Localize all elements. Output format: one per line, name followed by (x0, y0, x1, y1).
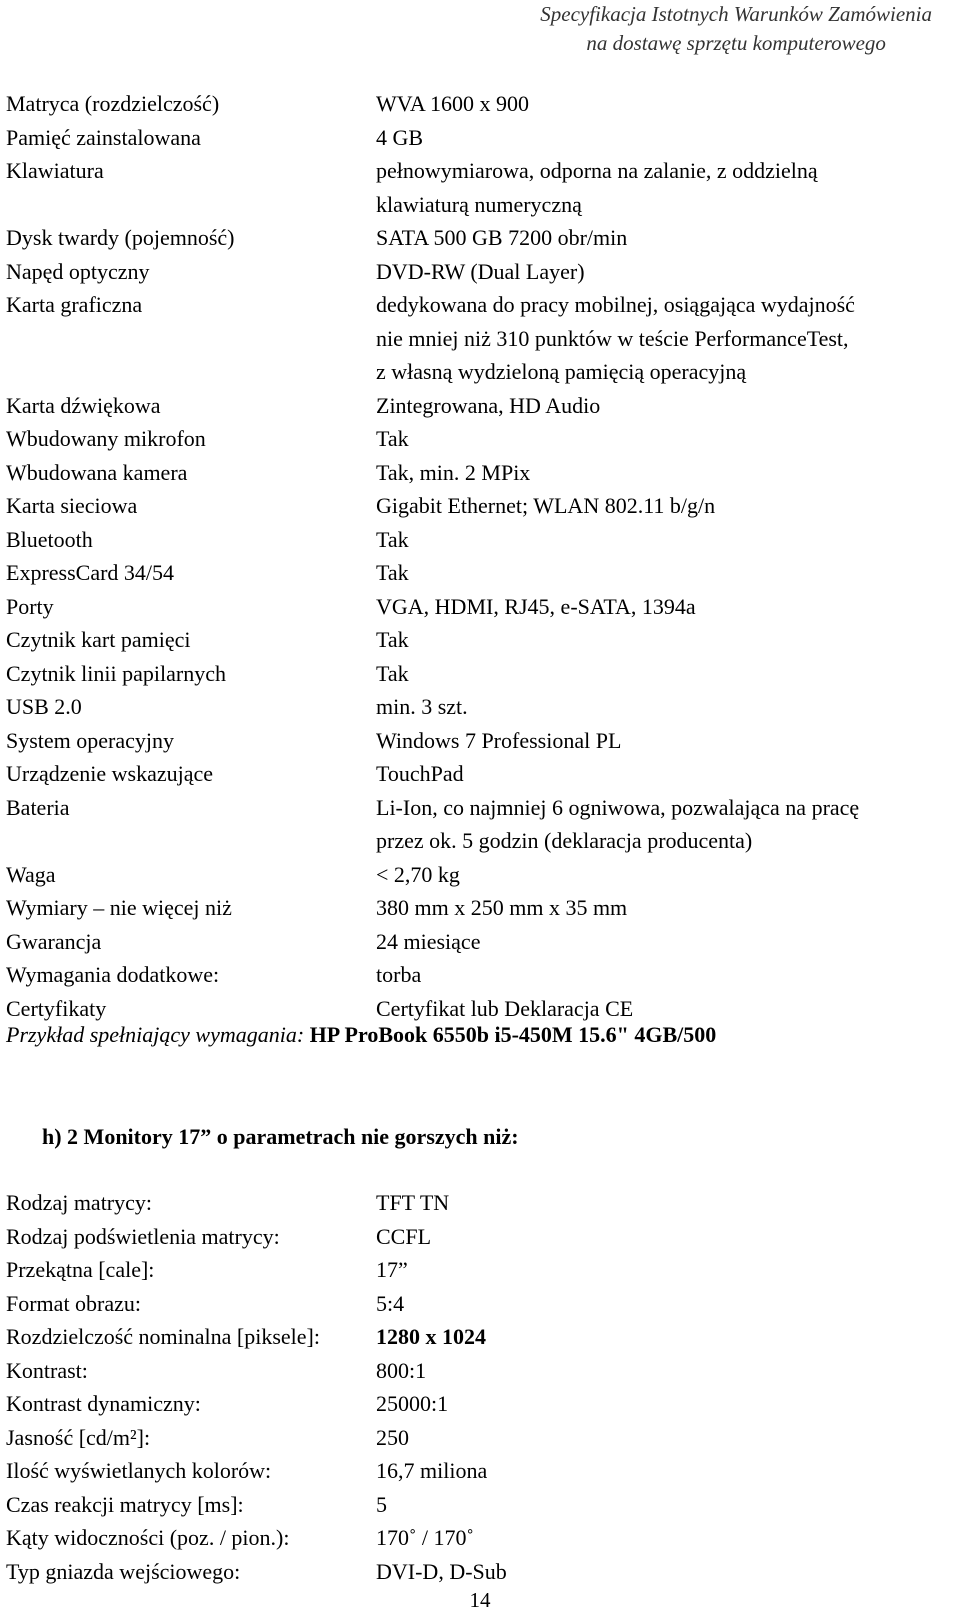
spec-row (6, 489, 946, 523)
spec-label: Kąty widoczności (poz. / pion.): (6, 1525, 290, 1550)
spec-value: SATA 500 GB 7200 obr/min (376, 225, 628, 250)
spec-row (6, 255, 946, 289)
spec-value: 170˚ / 170˚ (376, 1525, 474, 1550)
spec-value: 25000:1 (376, 1391, 449, 1416)
spec-value: przez ok. 5 godzin (deklaracja producenta) (376, 828, 753, 853)
spec-label: Karta dźwiękowa (6, 392, 161, 418)
spec-value: min. 3 szt. (376, 694, 468, 719)
spec-label: Certyfikaty (6, 995, 107, 1021)
spec-row (6, 556, 946, 590)
spec-value: 4 GB (376, 124, 424, 150)
monitor-section-heading: h) 2 Monitory 17” o parametrach nie gorszych niż: (42, 1124, 519, 1149)
spec-label: Ilość wyświetlanych kolorów: (6, 1458, 272, 1483)
example-model (6, 1018, 716, 1051)
spec-value: Tak, min. 2 MPix (376, 459, 531, 485)
spec-row (6, 891, 946, 925)
spec-label: Jasność [cd/m²]: (6, 1424, 151, 1450)
spec-label: Porty (6, 593, 54, 619)
example-model-name: HP ProBook 6550b i5-450M 15.6" 4GB/500 (309, 1022, 717, 1047)
spec-row (6, 1186, 946, 1220)
spec-row (6, 791, 946, 825)
spec-row (6, 389, 946, 423)
spec-label (6, 824, 376, 858)
spec-value: Windows 7 Professional PL (376, 727, 622, 753)
spec-row (6, 221, 946, 255)
spec-label: Wymiary – nie więcej niż (6, 895, 232, 920)
spec-value: < 2,70 kg (376, 861, 460, 887)
spec-value: torba (376, 962, 422, 987)
spec-row (6, 355, 946, 389)
header-title: Specyfikacja Istotnych Warunków Zamówienia (540, 2, 932, 26)
spec-row (6, 690, 946, 724)
spec-label: Format obrazu: (6, 1290, 142, 1316)
spec-value: 5:4 (376, 1290, 405, 1316)
spec-row (6, 1287, 946, 1321)
spec-label: Wbudowany mikrofon (6, 426, 206, 451)
spec-value: Zintegrowana, HD Audio (376, 392, 601, 418)
spec-row (6, 958, 946, 992)
spec-value: 24 miesiące (376, 928, 481, 954)
spec-label: Wbudowana kamera (6, 459, 188, 485)
spec-label: Pamięć zainstalowana (6, 124, 201, 150)
spec-row (6, 1387, 946, 1421)
header-subtitle: na dostawę sprzętu komputerowego (586, 31, 886, 55)
spec-label: Czytnik linii papilarnych (6, 660, 226, 686)
spec-value: 5 (376, 1491, 387, 1517)
spec-value: Li-Ion, co najmniej 6 ogniwowa, pozwalająca na pracę (376, 794, 860, 820)
spec-value: 17” (376, 1257, 408, 1282)
spec-label: Karta graficzna (6, 292, 143, 317)
spec-label: Wymagania dodatkowe: (6, 962, 220, 987)
spec-label: Napęd optyczny (6, 258, 150, 284)
spec-row (6, 1421, 946, 1455)
spec-value: Tak (376, 660, 409, 686)
spec-row (6, 1354, 946, 1388)
spec-row (6, 824, 946, 858)
spec-row (6, 1555, 946, 1589)
spec-row (6, 422, 946, 456)
spec-row (6, 456, 946, 490)
spec-value: 1280 x 1024 (376, 1324, 486, 1349)
spec-value: CCFL (376, 1223, 432, 1249)
spec-label: Bluetooth (6, 526, 93, 552)
spec-row (6, 154, 946, 188)
spec-label: Gwarancja (6, 928, 102, 954)
spec-label: Urządzenie wskazujące (6, 761, 214, 786)
spec-label: Przekątna [cale]: (6, 1257, 155, 1282)
spec-row (6, 188, 946, 222)
spec-value: klawiaturą numeryczną (376, 191, 582, 217)
spec-label (6, 322, 376, 356)
spec-label: Rodzaj matrycy: (6, 1190, 153, 1215)
spec-value: 250 (376, 1424, 409, 1450)
spec-value: Tak (376, 560, 409, 585)
spec-value: WVA 1600 x 900 (376, 91, 529, 116)
spec-row (6, 523, 946, 557)
spec-value: 800:1 (376, 1357, 427, 1383)
spec-value: DVD-RW (Dual Layer) (376, 258, 585, 284)
spec-label: Kontrast: (6, 1357, 88, 1383)
spec-row (6, 925, 946, 959)
spec-value: TFT TN (376, 1190, 450, 1215)
spec-value: Tak (376, 426, 409, 451)
spec-value: pełnowymiarowa, odporna na zalanie, z oddzielną (376, 158, 818, 183)
spec-row (6, 623, 946, 657)
spec-row (6, 757, 946, 791)
spec-label: Matryca (rozdzielczość) (6, 91, 220, 116)
spec-label: Czytnik kart pamięci (6, 627, 191, 652)
spec-label: USB 2.0 (6, 694, 82, 719)
spec-label: Typ gniazda wejściowego: (6, 1558, 241, 1584)
spec-value: Tak (376, 526, 409, 552)
spec-label (6, 355, 376, 389)
document-header (540, 0, 932, 58)
spec-label: ExpressCard 34/54 (6, 560, 175, 585)
spec-label: Waga (6, 861, 56, 887)
spec-label: Rozdzielczość nominalna [piksele]: (6, 1324, 320, 1349)
spec-row (6, 87, 946, 121)
spec-row (6, 724, 946, 758)
spec-value: Certyfikat lub Deklaracja CE (376, 995, 634, 1021)
spec-label: Kontrast dynamiczny: (6, 1391, 201, 1416)
spec-value: 380 mm x 250 mm x 35 mm (376, 895, 628, 920)
spec-row (6, 1220, 946, 1254)
spec-row (6, 657, 946, 691)
monitor-spec-table (6, 1186, 946, 1588)
spec-value: VGA, HDMI, RJ45, e-SATA, 1394a (376, 593, 696, 619)
spec-row (6, 288, 946, 322)
laptop-spec-table (6, 87, 946, 1025)
spec-value: z własną wydzieloną pamięcią operacyjną (376, 359, 747, 384)
spec-row (6, 1454, 946, 1488)
spec-label: Klawiatura (6, 158, 104, 183)
spec-value: Tak (376, 627, 409, 652)
spec-label: Karta sieciowa (6, 493, 138, 518)
spec-row (6, 1320, 946, 1354)
spec-value: dedykowana do pracy mobilnej, osiągająca wydajność (376, 292, 855, 317)
page-number: 14 (469, 1588, 491, 1612)
spec-row (6, 322, 946, 356)
spec-label: Rodzaj podświetlenia matrycy: (6, 1223, 280, 1249)
spec-row (6, 121, 946, 155)
spec-value: Gigabit Ethernet; WLAN 802.11 b/g/n (376, 493, 716, 518)
spec-value: nie mniej niż 310 punktów w teście PerformanceTest, (376, 325, 849, 351)
spec-label (6, 188, 376, 222)
example-label: Przykład spełniający wymagania: (6, 1022, 305, 1047)
spec-label: Czas reakcji matrycy [ms]: (6, 1491, 244, 1517)
spec-row (6, 590, 946, 624)
spec-row (6, 858, 946, 892)
spec-row (6, 1253, 946, 1287)
spec-label: System operacyjny (6, 727, 175, 753)
spec-value: TouchPad (376, 761, 464, 786)
spec-row (6, 1488, 946, 1522)
spec-value: DVI-D, D-Sub (376, 1558, 507, 1584)
spec-label: Bateria (6, 794, 70, 820)
spec-value: 16,7 miliona (376, 1458, 488, 1483)
spec-label: Dysk twardy (pojemność) (6, 225, 235, 250)
spec-row (6, 1521, 946, 1555)
